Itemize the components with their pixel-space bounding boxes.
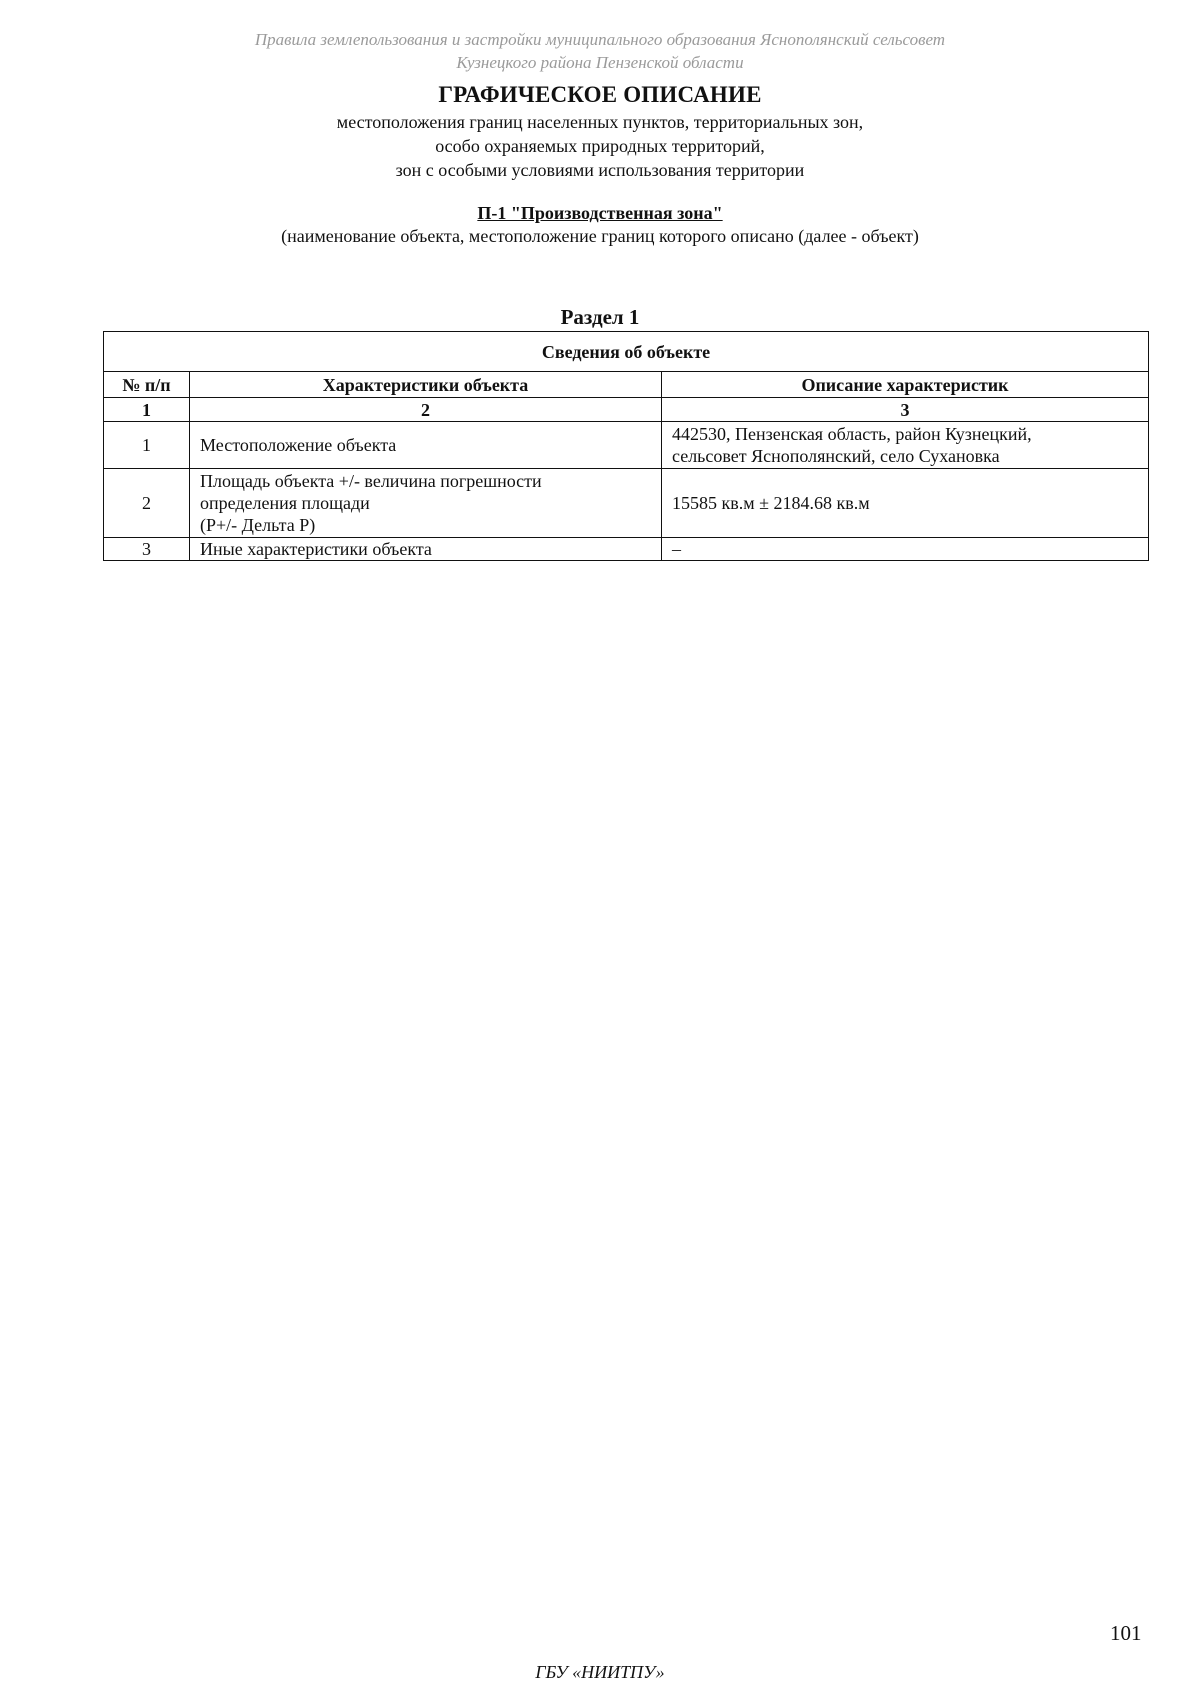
cell-line: Площадь объекта +/- величина погрешности [200, 471, 542, 491]
object-caption: (наименование объекта, местоположение границ которого описано (далее - объект) [281, 226, 919, 246]
row-description [662, 469, 1149, 538]
cell-line: сельсовет Яснополянский, село Сухановка [672, 446, 1000, 466]
header-characteristic: Характеристики объекта [190, 372, 662, 398]
cell-line: Иные характеристики объекта [200, 539, 432, 559]
running-header-line-1: Правила землепользования и застройки муниципального образования Яснополянский сельсовет [254, 30, 946, 49]
table-caption: Сведения об объекте [104, 332, 1149, 372]
row-description [662, 422, 1149, 469]
header-description: Описание характеристик [662, 372, 1149, 398]
subtitle-line-3: зон с особыми условиями использования территории [395, 160, 805, 180]
table-header-row [104, 372, 1149, 398]
row-number: 1 [104, 422, 190, 469]
cell-line: определения площади [200, 493, 370, 513]
table-caption-row [104, 332, 1149, 372]
subtitle-line-2: особо охраняемых природных территорий, [435, 136, 765, 156]
cell-line: (P+/- Дельта P) [200, 515, 316, 535]
column-number-3: 3 [662, 398, 1149, 422]
page-footer: ГБУ «НИИТПУ» [535, 1662, 665, 1682]
object-info-table [103, 331, 1149, 561]
column-number-2: 2 [190, 398, 662, 422]
table-row [104, 422, 1149, 469]
table-row [104, 538, 1149, 561]
object-name [0, 202, 1200, 224]
header-number: № п/п [104, 372, 190, 398]
object-name-text: П-1 "Производственная зона" [477, 203, 723, 223]
document-title: ГРАФИЧЕСКОЕ ОПИСАНИЕ [438, 82, 762, 107]
cell-line: 15585 кв.м ± 2184.68 кв.м [672, 493, 870, 513]
cell-line: – [672, 539, 681, 559]
table-row [104, 469, 1149, 538]
row-characteristic [190, 469, 662, 538]
page-number: 101 [1110, 1621, 1142, 1645]
cell-line: 442530, Пензенская область, район Кузнецкий, [672, 424, 1032, 444]
section-title: Раздел 1 [560, 305, 640, 329]
running-header-line-2: Кузнецкого района Пензенской области [456, 53, 744, 72]
row-number: 2 [104, 469, 190, 538]
row-description [662, 538, 1149, 561]
column-number-1: 1 [104, 398, 190, 422]
cell-line: Местоположение объекта [200, 435, 397, 455]
subtitle-line-1: местоположения границ населенных пунктов, территориальных зон, [336, 112, 864, 132]
document-subtitle [0, 110, 1200, 182]
table-column-number-row [104, 398, 1149, 422]
row-number: 3 [104, 538, 190, 561]
row-characteristic [190, 422, 662, 469]
row-characteristic [190, 538, 662, 561]
running-header [0, 28, 1200, 74]
